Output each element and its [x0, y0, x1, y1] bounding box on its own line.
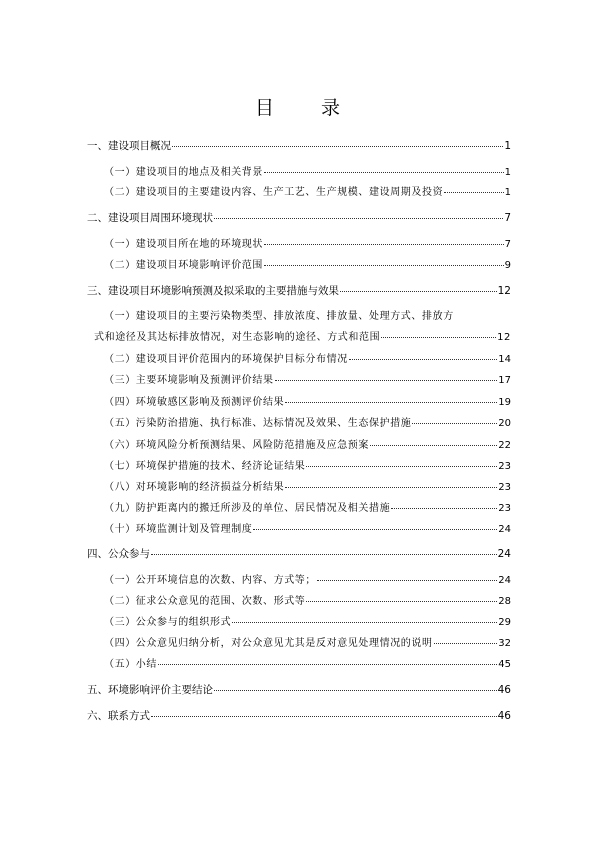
- toc-page-number: 9: [504, 260, 511, 271]
- toc-entry-label: （六）环境风险分析预测结果、风险防范措施及应急预案: [104, 440, 369, 451]
- dot-leader: [285, 486, 497, 488]
- dot-leader: [214, 217, 503, 219]
- dot-leader: [158, 663, 497, 665]
- dot-leader: [391, 507, 497, 509]
- dot-leader: [306, 600, 497, 602]
- toc-entry-label: 五、环境影响评价主要结论: [87, 684, 213, 696]
- toc-entry[interactable]: [104, 634, 511, 649]
- toc-page-number: 1: [504, 187, 511, 198]
- toc-page-number: 23: [498, 482, 511, 493]
- page-title: 目 录: [254, 97, 354, 119]
- toc-entry-label: （三）公众参与的组织形式: [104, 617, 232, 628]
- dot-leader: [151, 553, 497, 555]
- toc-entry-label: （九）防护距离内的搬迁所涉及的单位、居民情况及相关措施: [104, 503, 391, 514]
- dot-leader: [172, 145, 503, 147]
- toc-page-number: 7: [504, 212, 511, 224]
- toc-entry-label: （二）建设项目的主要建设内容、生产工艺、生产规模、建设周期及投资: [104, 187, 444, 198]
- toc-entry[interactable]: [104, 613, 511, 628]
- toc-entry[interactable]: [104, 592, 511, 607]
- toc-entry-label: （一）公开环境信息的次数、内容、方式等；: [104, 575, 316, 586]
- toc-page-number: 46: [497, 684, 511, 696]
- toc-page-number: 24: [498, 575, 511, 586]
- toc-entry[interactable]: [104, 350, 511, 365]
- toc-entry-label: （五）污染防治措施、执行标准、达标情况及效果、生态保护措施: [104, 418, 412, 429]
- toc-entry-label: （一）建设项目的地点及相关背景: [104, 167, 263, 178]
- toc-page-number: 12: [497, 285, 511, 297]
- toc-entry[interactable]: [87, 138, 511, 153]
- toc-page-number: 1: [504, 140, 511, 152]
- dot-leader: [264, 171, 504, 173]
- toc-entry[interactable]: [104, 256, 511, 271]
- toc-entry[interactable]: [104, 478, 511, 493]
- toc-entry[interactable]: [104, 499, 511, 514]
- toc-entry[interactable]: [104, 457, 511, 472]
- toc-entry[interactable]: [104, 371, 511, 386]
- toc-entry-label: 三、建设项目环境影响预测及拟采取的主要措施与效果: [87, 285, 339, 297]
- dot-leader: [444, 191, 503, 193]
- dot-leader: [412, 422, 497, 424]
- toc-entry[interactable]: [87, 283, 511, 298]
- dot-leader: [434, 642, 498, 644]
- toc-entry-label: （四）公众意见归纳分析，对公众意见尤其是反对意见处理情况的说明: [104, 638, 433, 649]
- toc-page-number: 45: [498, 659, 511, 670]
- toc-page-number: 29: [498, 617, 511, 628]
- toc-entry[interactable]: [104, 163, 511, 178]
- toc-entry-label: 六、联系方式: [87, 710, 150, 722]
- toc-entry[interactable]: [94, 328, 511, 343]
- dot-leader: [340, 290, 497, 292]
- toc-page-number: 20: [498, 418, 511, 429]
- toc-entry[interactable]: [87, 210, 511, 225]
- toc-page-number: 14: [498, 354, 511, 365]
- dot-leader: [285, 401, 497, 403]
- toc-entry-label: 四、公众参与: [87, 548, 150, 560]
- dot-leader: [381, 336, 496, 338]
- dot-leader: [214, 689, 497, 691]
- toc-page-number: 32: [498, 638, 511, 649]
- toc-page-number: 24: [497, 548, 511, 560]
- dot-leader: [253, 528, 497, 530]
- toc-page-number: 22: [498, 440, 511, 451]
- toc-page-number: 19: [498, 397, 511, 408]
- toc-page-number: 24: [498, 524, 511, 535]
- dot-leader: [370, 444, 497, 446]
- dot-leader: [317, 579, 497, 581]
- toc-page-number: 23: [498, 461, 511, 472]
- dot-leader: [151, 715, 497, 717]
- toc-page-number: 23: [498, 503, 511, 514]
- toc-entry[interactable]: [87, 546, 511, 561]
- dot-leader: [306, 465, 497, 467]
- dot-leader: [264, 243, 504, 245]
- toc-entry[interactable]: [104, 436, 511, 451]
- dot-leader: [264, 264, 504, 266]
- toc-page-number: 17: [498, 375, 511, 386]
- toc-entry[interactable]: [104, 307, 511, 322]
- toc-entry-label: （一）建设项目所在地的环境现状: [104, 239, 263, 250]
- dot-leader: [275, 379, 498, 381]
- toc-entry[interactable]: [104, 655, 511, 670]
- toc-entry-label: 式和途径及其达标排放情况，对生态影响的途径、方式和范围: [94, 332, 381, 343]
- toc-page-number: 46: [497, 710, 511, 722]
- toc-page-number: 28: [498, 596, 511, 607]
- toc-entry-label: （二）征求公众意见的范围、次数、形式等: [104, 596, 306, 607]
- toc-entry-label: 二、建设项目周围环境现状: [87, 212, 213, 224]
- toc-entry[interactable]: [87, 682, 511, 697]
- toc-entry-label: （八）对环境影响的经济损益分析结果: [104, 482, 285, 493]
- toc-entry[interactable]: [104, 235, 511, 250]
- toc-entry-label: （二）建设项目环境影响评价范围: [104, 260, 263, 271]
- dot-leader: [232, 621, 497, 623]
- toc-entry[interactable]: [104, 414, 511, 429]
- toc-entry-label: （二）建设项目评价范围内的环境保护目标分布情况: [104, 354, 348, 365]
- toc-entry[interactable]: [104, 571, 511, 586]
- toc-entry[interactable]: [104, 183, 511, 198]
- toc-page-number: 7: [504, 239, 511, 250]
- toc-entry-label: （一）建设项目的主要污染物类型、排放浓度、排放量、处理方式、排放方: [104, 311, 454, 322]
- toc-entry[interactable]: [104, 393, 511, 408]
- toc-entry-label: 一、建设项目概况: [87, 140, 171, 152]
- toc-entry-label: （五）小结: [104, 659, 157, 670]
- toc-entry-label: （七）环境保护措施的技术、经济论证结果: [104, 461, 306, 472]
- toc-entry-label: （四）环境敏感区影响及预测评价结果: [104, 397, 285, 408]
- toc-entry-label: （三）主要环境影响及预测评价结果: [104, 375, 274, 386]
- toc-entry[interactable]: [87, 708, 511, 723]
- toc-entry[interactable]: [104, 520, 511, 535]
- dot-leader: [349, 358, 497, 360]
- toc-page-number: 1: [504, 167, 511, 178]
- toc-page-number: 12: [497, 332, 511, 343]
- toc-entry-label: （十）环境监测计划及管理制度: [104, 524, 253, 535]
